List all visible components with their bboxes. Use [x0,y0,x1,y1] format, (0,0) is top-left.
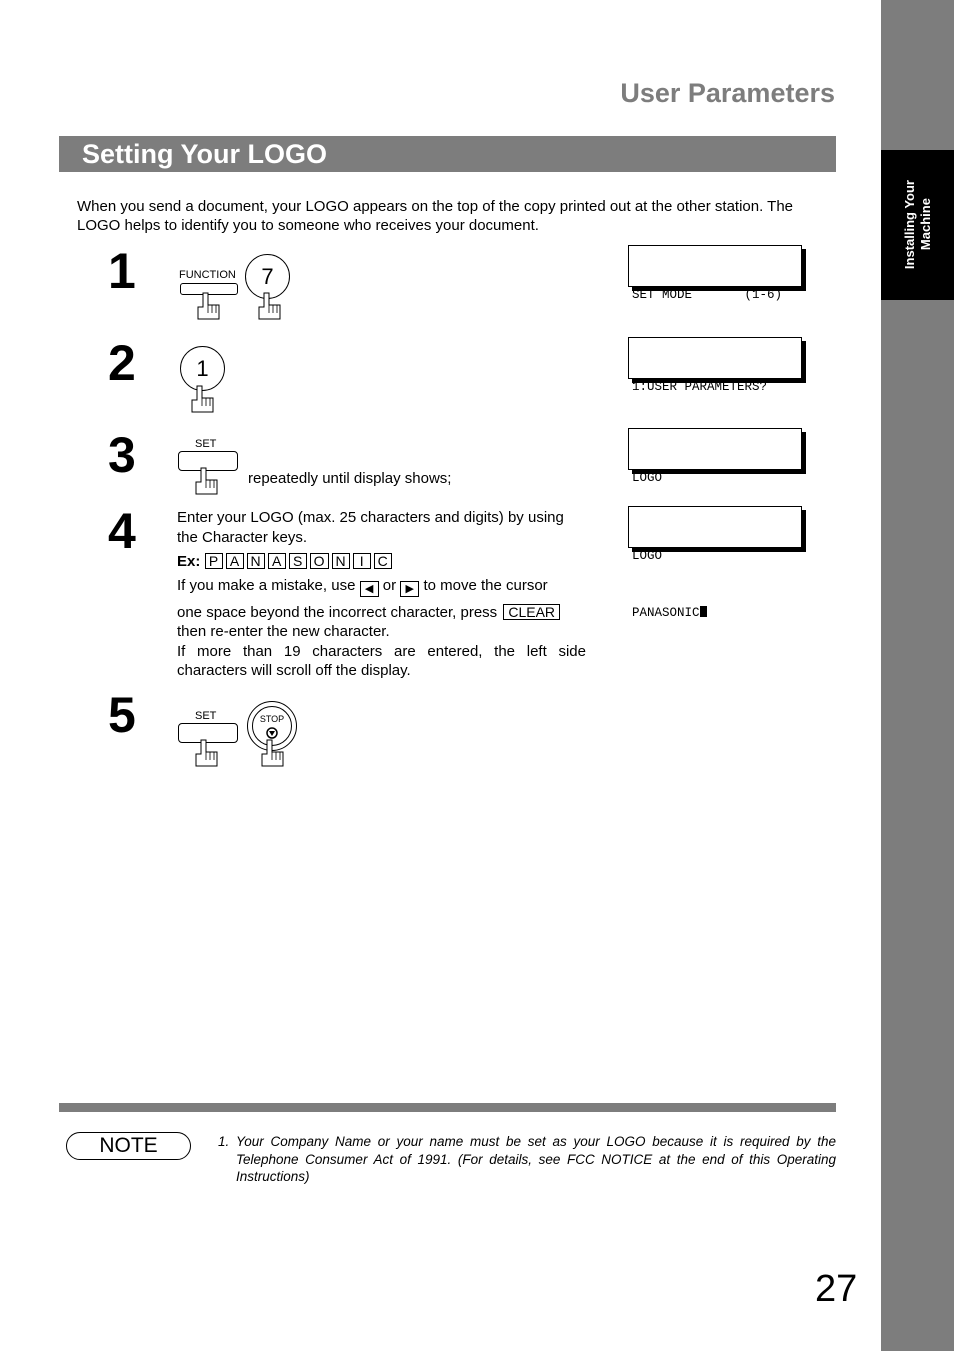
intro-text: When you send a document, your LOGO appears on the top of the copy printed out at the other station. The LOGO helps to identify you to someone who receives your document. [77,198,794,234]
lcd-display-step-4 [628,506,802,620]
lcd-display-step-2 [628,337,802,394]
digit-7-key-label: 7 [261,263,274,289]
char-key: P [205,553,223,569]
clear-key: CLEAR [503,604,560,620]
lcd-line-2 [632,604,801,623]
note-text [218,1133,836,1186]
section-title: User Parameters [620,78,835,108]
stop-key-label: STOP [259,714,285,724]
finger-press-icon [256,291,282,321]
lcd-line-1: SET MODE (1-6) [632,288,783,302]
step-1-number: 1 [108,243,136,299]
mistake-text: to move the cursor [423,576,548,594]
lcd-cursor [700,606,707,617]
step-4-body [177,508,586,681]
digit-1-key-label: 1 [196,355,209,381]
note-number: 1. [218,1134,230,1149]
step-5-number: 5 [108,687,136,743]
lcd-line-1: 1:USER PARAMETERS? [632,380,768,394]
mistake-line-1 [177,576,586,597]
note-body: Your Company Name or your name must be set as your LOGO because it is required by the Telephone Consumer Act of 1991. (For details, see FCC NOTICE at the end of this Operating Instructions) [236,1134,836,1184]
char-key: A [268,553,286,569]
side-tab-label: Installing Your Machine [901,180,933,270]
lcd-text: PANASONIC [632,606,700,620]
finger-press-icon [195,291,221,321]
mistake-text: If you make a mistake, use [177,576,356,594]
right-arrow-icon: ▶ [400,581,419,597]
note-label: NOTE [66,1132,191,1160]
char-key: A [226,553,244,569]
finger-press-icon [259,738,285,768]
function-key-label: FUNCTION [179,269,236,281]
char-key: S [289,553,307,569]
lcd-display-step-1 [628,245,802,302]
example-label: Ex: [177,553,201,570]
page-title: Setting Your LOGO [82,139,328,169]
char-key: I [353,553,371,569]
bottom-rule [59,1103,836,1112]
char-key: N [332,553,350,569]
lcd-line-1: LOGO [632,471,663,485]
set-key-label: SET [195,438,217,450]
step-3-number: 3 [108,427,136,483]
page-number: 27 [815,1268,858,1310]
char-key: N [247,553,265,569]
mistake-line-3: then re-enter the new character. [177,623,390,640]
scroll-note: If more than 19 characters are entered, the left side characters will scroll off the display. [177,642,586,679]
char-key: O [310,553,329,569]
step-4-number: 4 [108,503,136,559]
step-3-text: repeatedly until display shows; [248,470,452,487]
finger-press-icon [189,384,215,414]
example-row [177,552,586,572]
finger-press-icon [193,738,219,768]
step-4-text: Enter your LOGO (max. 25 characters and digits) by using the Character keys. [177,509,564,546]
left-arrow-icon: ◀ [360,581,379,597]
side-tab [881,150,954,300]
mistake-line-2 [177,603,586,623]
title-bar [59,136,836,172]
set-key-label: SET [195,710,217,722]
mistake-or: or [382,576,397,594]
lcd-line-1: LOGO [632,549,663,563]
finger-press-icon [193,466,219,496]
lcd-display-step-3 [628,428,802,485]
step-2-number: 2 [108,335,136,391]
mistake-text: one space beyond the incorrect character, press [177,603,498,621]
char-key: C [374,553,392,569]
